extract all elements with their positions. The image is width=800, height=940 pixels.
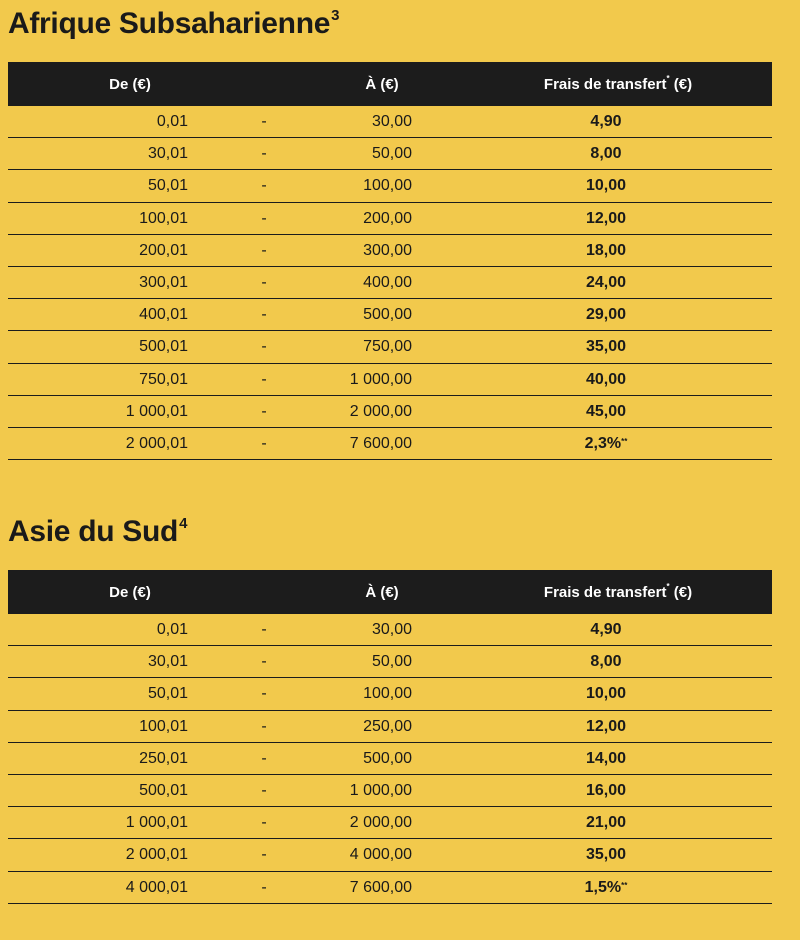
cell-fee: 14,00 (585, 749, 627, 767)
table-row (8, 331, 772, 363)
section-title: Asie du Sud$^4$ (8, 515, 188, 548)
table-row (8, 267, 772, 299)
cell-to: 2 000,00 (349, 814, 412, 832)
cell-fee: 10,00 (585, 177, 627, 195)
cell-dash: - (261, 177, 267, 195)
cell-from: 100,01 (139, 717, 188, 735)
header-fee: Frais de transfert* (€) (543, 73, 693, 93)
table-row (8, 428, 772, 460)
cell-from: 100,01 (139, 209, 188, 227)
cell-fee: 2,3%** (584, 434, 628, 452)
cell-from: 500,01 (139, 781, 188, 799)
cell-dash: - (261, 306, 267, 324)
cell-fee: 45,00 (585, 402, 627, 420)
header-to: À (€) (365, 75, 399, 93)
table-row (8, 646, 772, 678)
table-header (8, 570, 772, 614)
cell-fee: 29,00 (585, 306, 627, 324)
cell-dash: - (261, 749, 267, 767)
cell-from: 0,01 (156, 621, 188, 638)
cell-to: 400,00 (363, 273, 412, 291)
cell-to: 50,00 (371, 145, 412, 163)
table-row (8, 235, 772, 267)
cell-dash: - (261, 402, 267, 420)
cell-fee: 12,00 (585, 717, 627, 735)
cell-fee: 8,00 (590, 145, 622, 163)
table-row (8, 396, 772, 428)
cell-dash: - (261, 781, 267, 799)
cell-from: 50,01 (147, 685, 188, 703)
cell-to: 500,00 (363, 306, 412, 324)
cell-fee: 21,00 (585, 814, 627, 832)
table-row (8, 364, 772, 396)
cell-to: 30,00 (371, 621, 412, 638)
cell-fee: 35,00 (585, 338, 627, 356)
table-body (8, 614, 772, 904)
cell-to: 50,00 (371, 653, 412, 671)
cell-to: 7 600,00 (349, 434, 412, 452)
table-row (8, 299, 772, 331)
cell-fee: 18,00 (585, 241, 627, 259)
cell-dash: - (261, 814, 267, 832)
cell-to: 300,00 (363, 241, 412, 259)
table-row (8, 203, 772, 235)
cell-dash: - (261, 113, 267, 130)
cell-fee: 4,90 (590, 621, 622, 638)
cell-dash: - (261, 145, 267, 163)
header-from: De (€) (109, 583, 151, 601)
table-row (8, 138, 772, 170)
cell-dash: - (261, 621, 267, 638)
cell-fee: 24,00 (585, 273, 627, 291)
cell-dash: - (261, 241, 267, 259)
cell-dash: - (261, 370, 267, 388)
cell-to: 100,00 (363, 685, 412, 703)
cell-fee: 4,90 (590, 113, 622, 130)
cell-from: 1 000,01 (125, 814, 188, 832)
cell-from: 500,01 (139, 338, 188, 356)
cell-to: 250,00 (363, 717, 412, 735)
cell-fee: 10,00 (585, 685, 627, 703)
table-row (8, 711, 772, 743)
cell-from: 400,01 (139, 306, 188, 324)
cell-fee: 1,5%** (584, 878, 628, 896)
table-row (8, 170, 772, 202)
table-row (8, 807, 772, 839)
cell-fee: 40,00 (585, 370, 627, 388)
cell-from: 1 000,01 (125, 402, 188, 420)
table-header (8, 62, 772, 106)
table-section-afrique (8, 0, 772, 460)
cell-to: 100,00 (363, 177, 412, 195)
cell-from: 50,01 (147, 177, 188, 195)
cell-to: 750,00 (363, 338, 412, 356)
table-row (8, 614, 772, 646)
table-row (8, 106, 772, 138)
cell-from: 0,01 (156, 113, 188, 130)
cell-fee: 35,00 (585, 846, 627, 864)
cell-dash: - (261, 209, 267, 227)
cell-from: 300,01 (139, 273, 188, 291)
cell-dash: - (261, 685, 267, 703)
cell-to: 2 000,00 (349, 402, 412, 420)
table-row (8, 678, 772, 710)
cell-from: 2 000,01 (125, 846, 188, 864)
table-row (8, 872, 772, 904)
cell-from: 4 000,01 (125, 878, 188, 896)
cell-to: 4 000,00 (349, 846, 412, 864)
cell-dash: - (261, 878, 267, 896)
cell-to: 1 000,00 (349, 370, 412, 388)
cell-dash: - (261, 846, 267, 864)
cell-to: 30,00 (371, 113, 412, 130)
cell-dash: - (261, 338, 267, 356)
table-body (8, 106, 772, 460)
cell-to: 500,00 (363, 749, 412, 767)
table-row (8, 839, 772, 871)
cell-from: 750,01 (139, 370, 188, 388)
cell-fee: 8,00 (590, 653, 622, 671)
cell-fee: 16,00 (585, 781, 627, 799)
cell-dash: - (261, 273, 267, 291)
cell-from: 250,01 (139, 749, 188, 767)
cell-dash: - (261, 653, 267, 671)
cell-dash: - (261, 434, 267, 452)
table-row (8, 775, 772, 807)
cell-from: 2 000,01 (125, 434, 188, 452)
header-from: De (€) (109, 75, 151, 93)
header-fee: Frais de transfert* (€) (543, 581, 693, 601)
cell-dash: - (261, 717, 267, 735)
cell-from: 30,01 (147, 653, 188, 671)
cell-to: 7 600,00 (349, 878, 412, 896)
cell-from: 30,01 (147, 145, 188, 163)
header-to: À (€) (365, 583, 399, 601)
section-title: Afrique Subsaharienne$^3$ (8, 7, 340, 40)
table-section-asie (8, 508, 772, 904)
cell-from: 200,01 (139, 241, 188, 259)
table-row (8, 743, 772, 775)
cell-to: 1 000,00 (349, 781, 412, 799)
cell-to: 200,00 (363, 209, 412, 227)
cell-fee: 12,00 (585, 209, 627, 227)
